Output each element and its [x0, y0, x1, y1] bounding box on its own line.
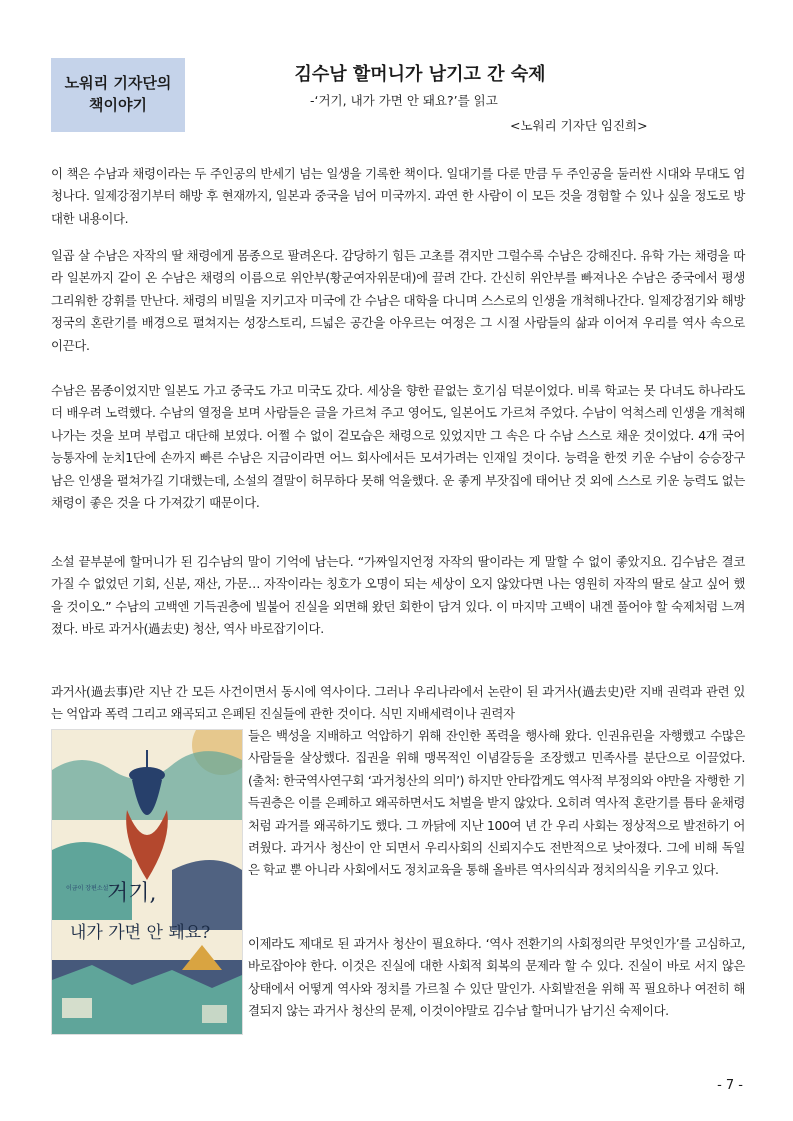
- page-number: - 7 -: [717, 1078, 743, 1093]
- paragraph-3: 수남은 몸종이었지만 일본도 가고 중국도 가고 미국도 갔다. 세상을 향한 끝없는 호기심 덕분이었다. 비록 학교는 못 다녀도 하나라도 더 배우려 노력했다. 수남의 열정을 보며 사람들은 글을 가르쳐 주고 영어도, 일본어도 가르쳐 주었다. 수남이 억척스레 인생을 개척해나가는 것을 보며 부럽고 대단해 보였다. 어쩔 수 없이 겉모습은 채령으로 있었지만 그 속은 다 수남 스스로 채운 것이었다. 4개 국어 능통자에 눈치1단에 손까지 빠른 수남은 지금이라면 어느 회사에서든 모셔가려는 인재일 것이다. 능력을 한껏 키운 수남이 승승장구 남은 인생을 펼쳐가길 기대했는데, 소설의 결말이 허무하다 못해 억울했다. 운 좋게 부잣집에 태어난 것 외에 스스로 키운 능력도 없는 채령이 좋은 것을 다 가져갔기 때문이다.: [51, 383, 745, 511]
- article-subtitle: -‘거기, 내가 가면 안 돼요?’를 읽고: [310, 93, 498, 108]
- paragraph-5-intro: 과거사(過去事)란 지난 간 모든 사건이면서 동시에 역사이다. 그러나 우리나라에서 논란이 된 과거사(過去史)란 지배 권력과 관련 있는 억압과 폭력 그리고 왜곡되고 은폐된 진실들에 관한 것이다. 식민 지배세력이나 권력자: [51, 684, 745, 722]
- paragraph-1: 이 책은 수남과 채령이라는 두 주인공의 반세기 넘는 일생을 기록한 책이다. 일대기를 다룬 만큼 두 주인공을 둘러싼 시대와 무대도 엄청나다. 일제강점기부터 해방 후 현재까지, 일본과 중국을 넘어 미국까지. 과연 한 사람이 이 모든 것을 경험할 수 있나 싶을 정도로 방대한 내용이다.: [51, 166, 745, 226]
- book-title-line2: 내가 가면 안 돼요?: [70, 923, 211, 943]
- book-title-line1: 거기,: [107, 881, 157, 906]
- article-title: 김수남 할머니가 남기고 간 숙제: [294, 64, 546, 85]
- section-badge-line1: 노워리 기자단의: [64, 74, 172, 93]
- paragraph-4: 소설 끝부분에 할머니가 된 김수남의 말이 기억에 남는다. “가짜일지언정 자작의 딸이라는 게 말할 수 없이 좋았지요. 김수남은 결코 가질 수 없었던 기회, 신분, 재산, 가문… 자작이라는 칭호가 오명이 되는 세상이 오지 않았다면 나는 영원히 자작의 딸로 살고 싶어 했을 것이오.” 수남의 고백엔 기득권층에 빌붙어 진실을 외면해 왔던 회한이 담겨 있다. 이 마지막 고백이 내겐 풀어야 할 숙제처럼 느껴졌다. 바로 과거사(過去史) 청산, 역사 바로잡기이다.: [51, 554, 745, 637]
- book-author-small: 이금이 장편소설: [66, 885, 109, 892]
- paragraph-2: 일곱 살 수남은 자작의 딸 채령에게 몸종으로 팔려온다. 감당하기 힘든 고초를 겪지만 그럴수록 수남은 강해진다. 유학 가는 채령을 따라 일본까지 같이 온 수남은 채령의 이름으로 위안부(황군여자위문대)에 끌려 간다. 간신히 위안부를 빠져나온 수남은 중국에서 평생 그리워한 강휘를 만난다. 채령의 비밀을 지키고자 미국에 간 수남은 대학을 다니며 스스로의 인생을 개척해나간다. 일제강점기와 해방 정국의 혼란기를 배경으로 펼쳐지는 성장스토리, 드넓은 공간을 아우르는 여정은 그 시절 사람들의 삶과 이어져 우리를 역사 속으로 이끈다.: [51, 248, 745, 353]
- book-cover-illustration: [52, 730, 242, 1034]
- book-cover-image: [51, 729, 243, 1035]
- paragraph-5-continued: 들은 백성을 지배하고 억압하기 위해 잔인한 폭력을 행사해 왔다. 인권유린을 자행했고 수많은 사람들을 살상했다. 집권을 위해 맹목적인 이념갈등을 조장했고 민족사를 분단으로 이끌었다. (출처: 한국역사연구회 ‘과거청산의 의미’) 하지만 안타깝게도 역사적 부정의와 야만을 자행한 기득권층은 이를 은폐하고 왜곡하면서도 처벌을 받지 않았다. 오히려 역사적 혼란기를 틈타 윤채령처럼 과거를 왜곡하기도 했다. 그 까닭에 지난 100여 년 간 우리 사회는 정상적으로 발전하기 어려웠다. 과거사 청산이 안 되면서 우리사회의 신뢰지수도 전반적으로 낮아졌다. 그에 비해 독일은 학교 뿐 아니라 사회에서도 정치교육을 통해 올바른 역사의식과 정치의식을 키우고 있다.: [248, 728, 745, 878]
- section-badge: [51, 58, 185, 132]
- article-author: <노워리 기자단 임진희>: [510, 118, 648, 133]
- paragraph-6: 이제라도 제대로 된 과거사 청산이 필요하다. ‘역사 전환기의 사회정의란 무엇인가’를 고심하고, 바로잡아야 한다. 이것은 진실에 대한 사회적 회복의 문제라 할 수 있다. 진실이 바로 서지 않은 상태에서 어떻게 역사와 정치를 가르칠 수 있단 말인가. 사회발전을 위해 꼭 필요하나 여전히 해결되지 않는 과거사 청산의 문제, 이것이야말로 김수남 할머니가 남기신 숙제이다.: [248, 936, 745, 1019]
- section-badge-line2: 책이야기: [89, 96, 147, 114]
